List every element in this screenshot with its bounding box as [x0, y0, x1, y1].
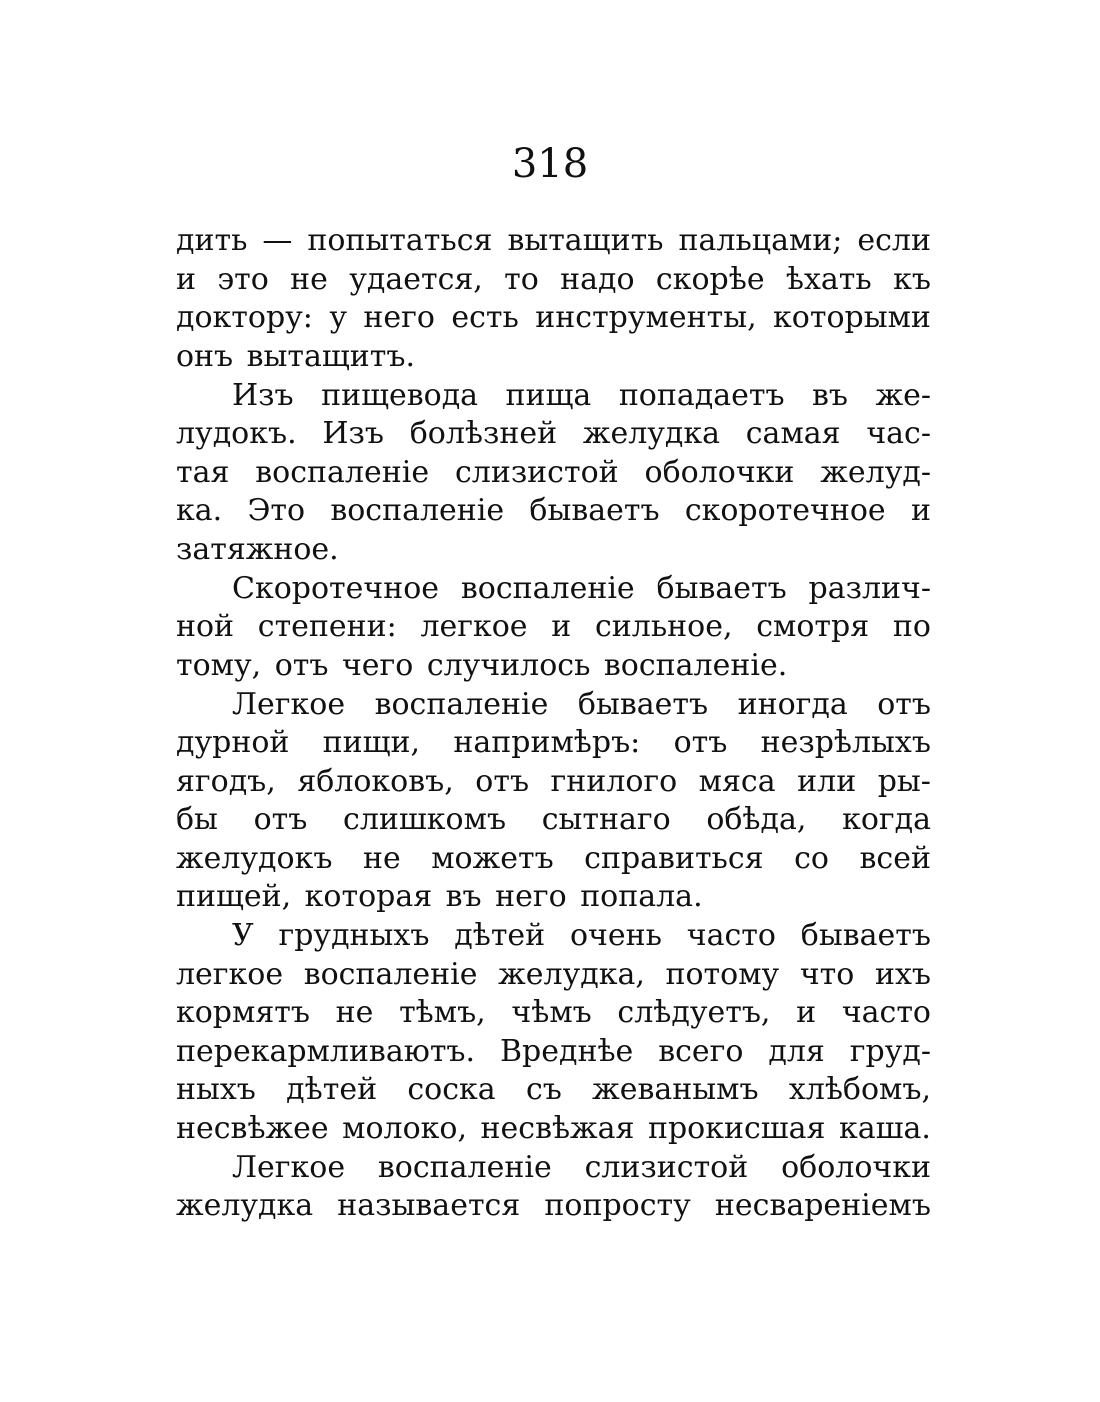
text-line: онъ вытащитъ. — [176, 338, 416, 374]
text-line: несвѣжее молоко, несвѣжая прокисшая каша. — [176, 1110, 931, 1146]
paragraph-first-line: Скоротечное воспаленіе бываетъ различ- — [232, 570, 931, 606]
text-line: затяжное. — [176, 531, 339, 567]
page-number: 318 — [511, 141, 589, 187]
text-line: ягодъ, яблоковъ, отъ гнилого мяса или ры- — [176, 763, 931, 799]
paragraph-first-line: Легкое воспаленіе бываетъ иногда отъ — [232, 686, 931, 722]
text-line: лудокъ. Изъ болѣзней желудка самая час- — [176, 416, 931, 451]
text-line: дить — попытаться вытащить пальцами; если — [176, 223, 931, 258]
text-line: перекармливаютъ. Вреднѣе всего для груд- — [176, 1033, 931, 1069]
text-line: доктору: у него есть инструменты, которыми — [176, 300, 931, 335]
paragraph-first-line: У грудныхъ дѣтей очень часто бываетъ — [232, 918, 931, 953]
text-line: ка. Это воспаленіе бываетъ скоротечное и — [176, 493, 931, 528]
text-line: легкое воспаленіе желудка, потому что ихъ — [176, 956, 931, 992]
text-line: тому, отъ чего случилось воспаленіе. — [176, 647, 788, 683]
text-line: ныхъ дѣтей соска съ жеванымъ хлѣбомъ, — [176, 1072, 931, 1107]
text-line: желудокъ не можетъ справиться со всей — [176, 840, 931, 876]
text-line: дурной пищи, напримѣръ: отъ незрѣлыхъ — [176, 725, 931, 760]
text-line: желудка называется попросту несвареніемъ — [176, 1188, 931, 1223]
text-line: пищей, которая въ него попала. — [176, 879, 703, 914]
text-line: тая воспаленіе слизистой оболочки желуд- — [176, 454, 931, 490]
text-line: бы отъ слишкомъ сытнаго обѣда, когда — [176, 802, 931, 837]
paragraph-first-line: Изъ пищевода пища попадаетъ въ же- — [232, 377, 931, 413]
paragraph-first-line: Легкое воспаленіе слизистой оболочки — [232, 1149, 931, 1185]
text-line: кормятъ не тѣмъ, чѣмъ слѣдуетъ, и часто — [176, 995, 931, 1030]
text-line: ной степени: легкое и сильное, смотря по — [176, 609, 931, 644]
text-line: и это не удается, то надо скорѣе ѣхать къ — [176, 261, 931, 297]
body-text — [176, 222, 931, 1226]
